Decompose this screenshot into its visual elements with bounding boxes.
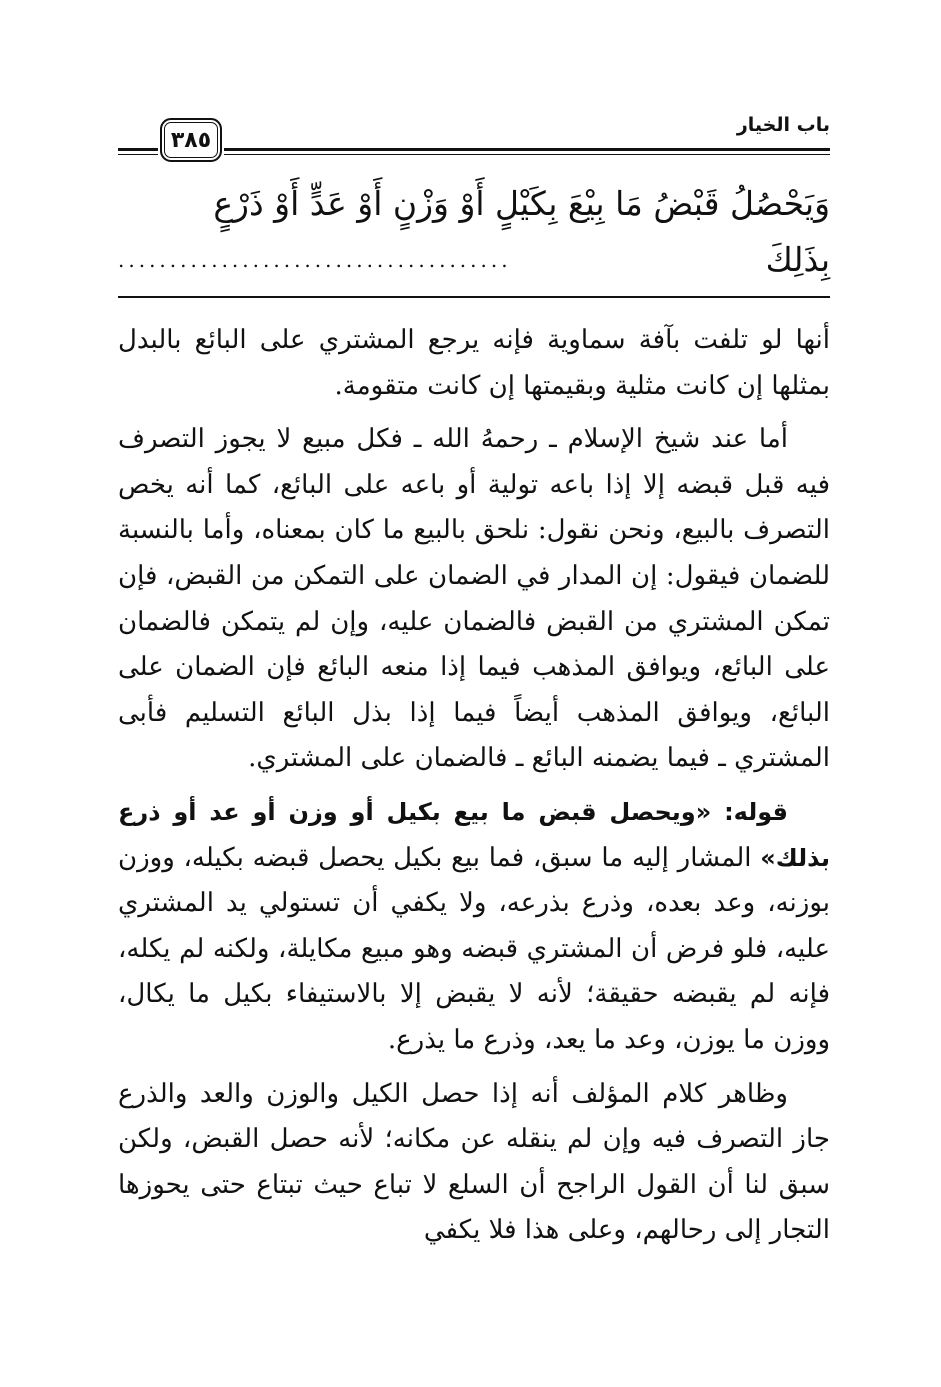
matn-line-1: وَيَحْصُلُ قَبْضُ مَا بِيْعَ بِكَيْلٍ أَوْ وَزْنٍ أَوْ عَدٍّ أَوْ ذَرْعٍ	[213, 184, 830, 223]
paragraph-3	[118, 790, 830, 1064]
matn-line-2-text: بِذَلِكَ	[765, 240, 830, 279]
matn-text	[118, 176, 830, 288]
header-rule-left	[118, 148, 158, 155]
commentary-body	[118, 318, 830, 1254]
paragraph-2: أما عند شيخ الإسلام ـ رحمهُ الله ـ فكل مبيع لا يجوز التصرف فيه قبل قبضه إلا إذا باعه تولية أو باعه على البائع، كما أنه يخص التصرف بالبيع، ونحن نقول: نلحق بالبيع ما كان بمعناه، وأما بالنسبة للضمان فيقول: إن المدار في الضمان على التمكن من القبض، فإن تمكن المشتري من القبض فالضمان عليه، وإن لم يتمكن فالضمان على البائع، ويوافق المذهب فيما إذا منعه البائع فإن الضمان على البائع، ويوافق المذهب أيضاً فيما إذا بذل البائع التسليم فأبى المشتري ـ فيما يضمنه البائع ـ فالضمان على المشتري.	[118, 424, 830, 774]
matn-separator-rule	[118, 296, 830, 298]
matn-dots: ......................................	[118, 248, 512, 272]
quoted-matn-keyword: قوله: «ويحصل قبض ما بيع بكيل أو وزن أو عد أو ذرع بذلك»	[118, 797, 830, 872]
page-number: ٣٨٥	[160, 118, 222, 162]
paragraph-4: وظاهر كلام المؤلف أنه إذا حصل الكيل والوزن والعد والذرع جاز التصرف فيه وإن لم ينقله عن مكانه؛ لأنه حصل القبض، ولكن سبق لنا أن القول الراجح أن السلع لا تباع حيث تبتاع حتى يحوزها التجار إلى رحالهم، وعلى هذا فلا يكفي	[118, 1078, 830, 1246]
paragraph-3-text: المشار إليه ما سبق، فما بيع بكيل يحصل قبضه بكيله، ووزن بوزنه، وعد بعده، وذرع بذرعه، ولا يكفي أن تستولي يد المشتري عليه، فلو فرض أن المشتري قبضه وهو مبيع مكايلة، ولكنه لم يكله، فإنه لم يقبضه حقيقة؛ لأنه لا يقبض إلا بالاستيفاء بكيل ما يكال، ووزن ما يوزن، وعد ما يعد، وذرع ما يذرع.	[118, 842, 830, 1055]
matn-line-2	[118, 232, 830, 288]
paragraph-1: أنها لو تلفت بآفة سماوية فإنه يرجع المشتري على البائع بالبدل بمثلها إن كانت مثلية وبقيمتها إن كانت متقومة.	[118, 325, 830, 401]
page-header	[118, 112, 830, 168]
chapter-title: باب الخيار	[736, 114, 830, 136]
header-rule-right	[224, 148, 830, 155]
